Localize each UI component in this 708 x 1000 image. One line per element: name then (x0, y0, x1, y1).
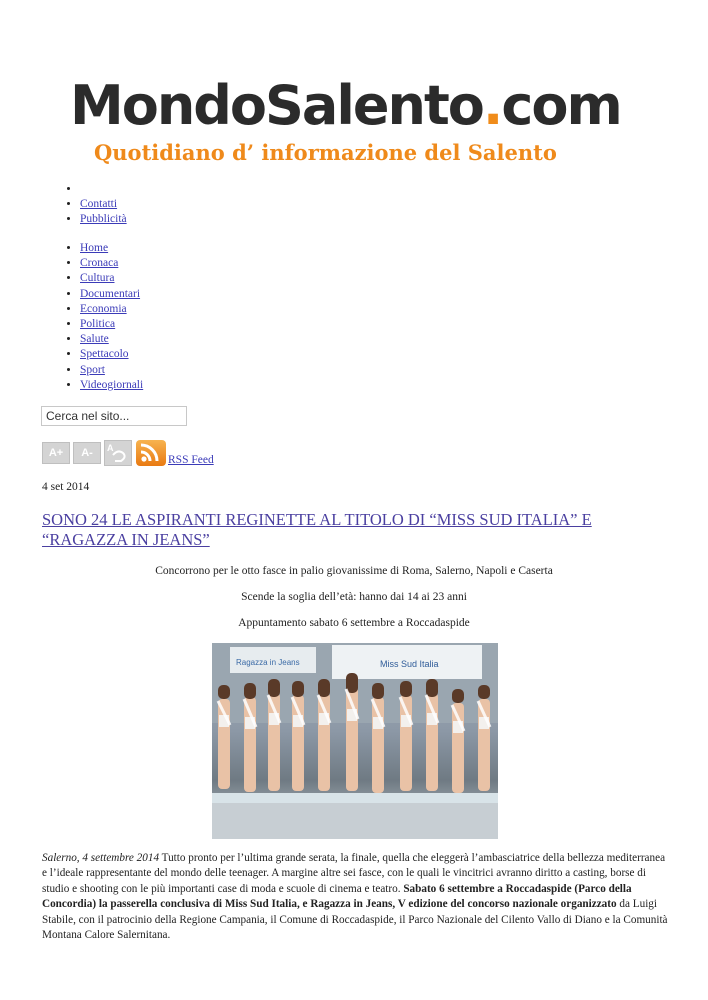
article-subtitle: Concorrono per le otto fasce in palio giovanissime di Roma, Salerno, Napoli e Caserta (155, 565, 553, 577)
menu-item (80, 287, 143, 302)
top-menu-item-pubblicita (80, 212, 127, 227)
article-body-text: da Luigi Stabile, con il patrocinio della Regione Campania, il Comune di Roccadaspide, il Parco Nazionale del Cilento Vallo di Diano e la Comunità Montana Calore Salernitana. (42, 898, 668, 942)
text-to-speech-button[interactable] (104, 440, 132, 466)
top-menu (60, 182, 127, 228)
main-menu (60, 241, 143, 393)
logo-tagline: Quotidiano d’ informazione del Salento (94, 140, 557, 165)
pubblicita-link[interactable]: Pubblicità (80, 213, 127, 226)
menu-link-salute[interactable]: Salute (80, 333, 109, 346)
menu-item (80, 363, 143, 378)
top-menu-item-contatti (80, 197, 127, 212)
menu-link-sport[interactable]: Sport (80, 363, 105, 376)
menu-link-home[interactable]: Home (80, 242, 109, 254)
speaker-icon (105, 441, 131, 465)
menu-item (80, 256, 143, 271)
font-decrease-button[interactable]: A- (73, 442, 101, 464)
top-menu-item-empty (80, 182, 127, 197)
menu-item (80, 271, 143, 286)
article-title[interactable]: SONO 24 LE ASPIRANTI REGINETTE AL TITOLO DI “MISS SUD ITALIA” E “RAGAZZA IN JEANS” (42, 510, 592, 549)
contatti-link[interactable]: Contatti (80, 198, 118, 211)
menu-item (80, 317, 143, 332)
site-logo[interactable] (70, 76, 621, 165)
article-body-text: Tutto pronto per l’ultima grande serata, la finale, quella che eleggerà l’ambasciatrice della bellezza mediterranea e l’ideale rappresentante del mondo delle teenager. A margine altre sei fasce, con le quali le vincitrici avranno diritto a casting, borse di studio e shooting con le più importanti case di moda e scuole di cinema e teatro. (42, 852, 666, 895)
font-increase-button[interactable]: A+ (42, 442, 70, 464)
menu-item (80, 378, 143, 393)
article-dateline: Salerno, 4 settembre 2014 (42, 852, 160, 864)
menu-link-videogiornali[interactable]: Videogiornali (80, 378, 144, 391)
rss-feed-link[interactable]: RSS Feed (168, 454, 214, 466)
article-subtitle: Scende la soglia dell’età: hanno dai 14 ai 23 anni (241, 591, 467, 603)
search-input[interactable]: Cerca nel sito... (41, 406, 187, 426)
article-body-bold: Sabato 6 settembre a Roccadaspide (Parco della Concordia) la passerella conclusiva di Miss Sud Italia, e Ragazza in Jeans, V edizione del concorso nazionale organizzato (42, 882, 632, 911)
menu-item (80, 241, 143, 256)
article-body (42, 851, 672, 943)
menu-item (80, 332, 143, 347)
menu-link-cronaca[interactable]: Cronaca (80, 257, 119, 270)
menu-link-economia[interactable]: Economia (80, 302, 127, 315)
svg-text:A: A (107, 443, 114, 453)
menu-link-cultura[interactable]: Cultura (80, 272, 115, 285)
rss-icon[interactable] (136, 440, 166, 466)
menu-link-spettacolo[interactable]: Spettacolo (80, 348, 129, 361)
menu-link-documentari[interactable]: Documentari (80, 287, 141, 300)
article-photo (212, 643, 498, 839)
banner-ragazza-text: Ragazza in Jeans (236, 658, 300, 667)
menu-link-politica[interactable]: Politica (80, 318, 116, 331)
article-subtitle: Appuntamento sabato 6 settembre a Roccadaspide (238, 617, 470, 629)
menu-item (80, 302, 143, 317)
logo-wordmark: MondoSalento.com (70, 74, 621, 137)
banner-miss-text: Miss Sud Italia (380, 659, 439, 669)
menu-item (80, 347, 143, 362)
article-date: 4 set 2014 (42, 481, 90, 493)
